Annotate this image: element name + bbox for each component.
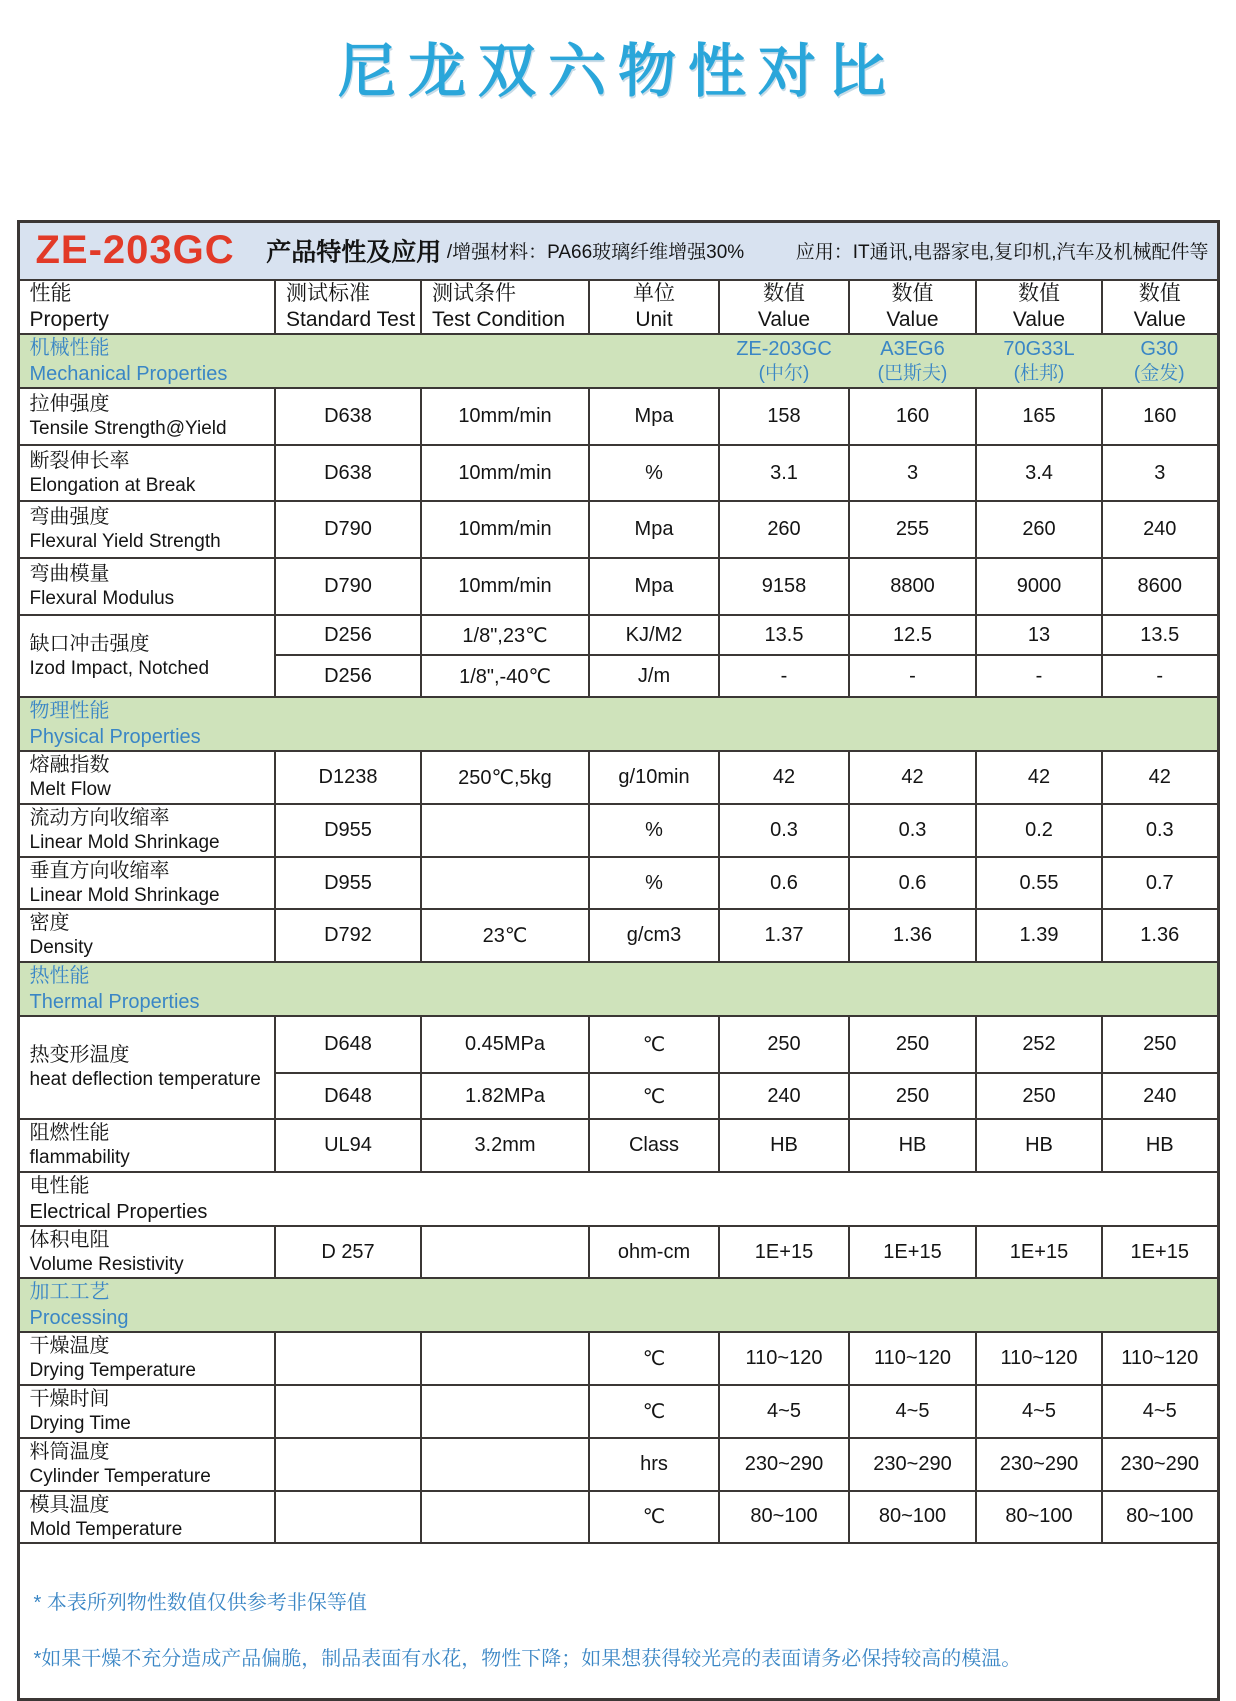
table-row-density xyxy=(18,909,1218,962)
property-en: Volume Resistivity xyxy=(29,1253,184,1275)
standard-cell: D792 xyxy=(275,909,421,962)
unit-cell: Mpa xyxy=(589,388,719,445)
section-en: Physical Properties xyxy=(29,726,201,748)
brand-model: 70G33L xyxy=(1003,337,1075,360)
banner-cell xyxy=(18,222,1218,280)
column-header-condition xyxy=(421,280,589,335)
value-cell: 1E+15 xyxy=(1102,1226,1218,1279)
value-cell: 4~5 xyxy=(976,1385,1102,1438)
property-en: Tensile Strength@Yield xyxy=(29,418,227,440)
column-header-value-1 xyxy=(719,280,849,335)
column-zh: 单位 xyxy=(633,281,675,305)
property-cell xyxy=(18,909,275,962)
condition-cell xyxy=(421,804,589,857)
property-en: Izod Impact, Notched xyxy=(29,657,210,679)
value-cell: 250 xyxy=(849,1073,976,1119)
column-zh: 测试标准 xyxy=(286,281,370,305)
value-cell: 3.1 xyxy=(719,445,849,501)
value-cell: 42 xyxy=(719,751,849,804)
value-cell: 80~100 xyxy=(849,1491,976,1544)
standard-cell: D638 xyxy=(275,445,421,501)
value-cell: 42 xyxy=(976,751,1102,804)
value-cell: 8600 xyxy=(1102,558,1218,615)
value-cell: 260 xyxy=(976,501,1102,558)
table-row-drying-temperature xyxy=(18,1332,1218,1385)
value-cell: 110~120 xyxy=(1102,1332,1218,1385)
unit-cell: % xyxy=(589,445,719,501)
condition-cell: 10mm/min xyxy=(421,558,589,615)
condition-cell xyxy=(421,1385,589,1438)
value-cell: 165 xyxy=(976,388,1102,445)
value-cell: 3 xyxy=(1102,445,1218,501)
property-zh: 热变形温度 xyxy=(29,1044,130,1067)
value-cell: 230~290 xyxy=(976,1438,1102,1491)
unit-cell: g/cm3 xyxy=(589,909,719,962)
standard-cell xyxy=(275,1385,421,1438)
value-cell: 3.4 xyxy=(976,445,1102,501)
column-zh: 数值 xyxy=(763,281,805,305)
property-cell xyxy=(18,751,275,804)
section-row-physical xyxy=(18,697,1218,751)
value-cell: 250 xyxy=(1102,1016,1218,1073)
value-cell: HB xyxy=(1102,1119,1218,1172)
value-cell: 1.39 xyxy=(976,909,1102,962)
property-zh: 断裂伸长率 xyxy=(29,449,130,472)
table-row-flammability xyxy=(18,1119,1218,1172)
unit-cell: Mpa xyxy=(589,501,719,558)
condition-cell: 10mm/min xyxy=(421,445,589,501)
condition-cell: 10mm/min xyxy=(421,501,589,558)
value-cell: 1.36 xyxy=(1102,909,1218,962)
unit-cell: J/m xyxy=(589,655,719,697)
condition-cell: 3.2mm xyxy=(421,1119,589,1172)
property-en: Linear Mold Shrinkage xyxy=(29,832,220,853)
property-cell xyxy=(18,1438,275,1491)
value-cell: 0.55 xyxy=(976,857,1102,910)
value-cell: 240 xyxy=(719,1073,849,1119)
value-cell: 80~100 xyxy=(719,1491,849,1544)
column-zh: 数值 xyxy=(1018,281,1060,305)
section-zh: 机械性能 xyxy=(29,337,110,359)
unit-cell: % xyxy=(589,857,719,910)
condition-cell: 23℃ xyxy=(421,909,589,962)
value-cell: HB xyxy=(849,1119,976,1172)
property-en: Linear Mold Shrinkage xyxy=(29,884,220,906)
column-header-value-4 xyxy=(1102,280,1218,335)
section-label-thermal xyxy=(18,962,1218,1016)
value-cell: 0.2 xyxy=(976,804,1102,857)
value-cell: 252 xyxy=(976,1016,1102,1073)
table-row-elongation xyxy=(18,445,1218,501)
column-en: Standard Test xyxy=(286,307,416,331)
property-cell xyxy=(18,501,275,558)
brand-maker: (中尔) xyxy=(758,362,810,384)
value-cell: 8800 xyxy=(849,558,976,615)
brand-maker: (金发) xyxy=(1133,362,1185,384)
property-en: heat deflection temperature xyxy=(29,1069,261,1091)
standard-cell xyxy=(275,1332,421,1385)
property-zh: 弯曲强度 xyxy=(29,506,110,529)
standard-cell xyxy=(275,1438,421,1491)
value-cell: 230~290 xyxy=(1102,1438,1218,1491)
value-cell: 250 xyxy=(849,1016,976,1073)
section-en: Mechanical Properties xyxy=(29,363,228,385)
property-cell xyxy=(18,615,275,697)
property-zh: 流动方向收缩率 xyxy=(29,807,170,829)
property-zh: 体积电阻 xyxy=(29,1228,110,1251)
value-cell: - xyxy=(719,655,849,697)
value-cell: 0.3 xyxy=(719,804,849,857)
unit-cell: Mpa xyxy=(589,558,719,615)
column-en: Value xyxy=(886,307,939,331)
column-zh: 性能 xyxy=(29,281,72,305)
column-header-unit xyxy=(589,280,719,335)
standard-cell: D648 xyxy=(275,1016,421,1073)
value-cell: 4~5 xyxy=(719,1385,849,1438)
standard-cell: D256 xyxy=(275,615,421,655)
brand-header-70g33l xyxy=(976,334,1102,388)
standard-cell xyxy=(275,1491,421,1544)
column-header-property xyxy=(18,280,275,335)
unit-cell: ℃ xyxy=(589,1385,719,1438)
product-code: ZE-203GC xyxy=(35,228,235,273)
standard-cell: UL94 xyxy=(275,1119,421,1172)
value-cell: 160 xyxy=(1102,388,1218,445)
column-en: Value xyxy=(757,307,811,331)
unit-cell: ℃ xyxy=(589,1073,719,1119)
banner-row xyxy=(18,222,1218,280)
value-cell: 1E+15 xyxy=(719,1226,849,1279)
standard-cell: D256 xyxy=(275,655,421,697)
section-label-electrical xyxy=(18,1172,1218,1226)
condition-cell: 1.82MPa xyxy=(421,1073,589,1119)
section-label-physical xyxy=(18,697,1218,751)
value-cell: 160 xyxy=(849,388,976,445)
condition-cell: 1/8",-40℃ xyxy=(421,655,589,697)
property-zh: 缺口冲击强度 xyxy=(29,632,150,655)
property-zh: 阻燃性能 xyxy=(29,1122,110,1145)
value-cell: 110~120 xyxy=(849,1332,976,1385)
value-cell: 0.6 xyxy=(719,857,849,910)
property-zh: 垂直方向收缩率 xyxy=(29,859,170,882)
section-zh: 加工工艺 xyxy=(29,1281,110,1304)
value-cell: 4~5 xyxy=(849,1385,976,1438)
section-en: Electrical Properties xyxy=(29,1200,208,1223)
unit-cell: ohm-cm xyxy=(589,1226,719,1279)
footnote-1: * 本表所列物性数值仅供参考非保等值 xyxy=(33,1592,367,1615)
footer-row xyxy=(18,1543,1218,1700)
value-cell: 1.36 xyxy=(849,909,976,962)
unit-cell: KJ/M2 xyxy=(589,615,719,655)
value-cell: 0.6 xyxy=(849,857,976,910)
unit-cell: Class xyxy=(589,1119,719,1172)
section-zh: 物理性能 xyxy=(29,700,110,722)
application-label: 应用：IT通讯,电器家电,复印机,汽车及机械配件等 xyxy=(795,242,1209,264)
value-cell: - xyxy=(976,655,1102,697)
section-en: Processing xyxy=(29,1307,129,1330)
column-en: Value xyxy=(1012,307,1066,331)
material-label: /增强材料：PA66玻璃纤维增强30% xyxy=(446,242,745,264)
value-cell: 255 xyxy=(849,501,976,558)
property-en: Density xyxy=(29,937,93,959)
value-cell: 240 xyxy=(1102,501,1218,558)
property-cell xyxy=(18,804,275,857)
section-row-electrical xyxy=(18,1172,1218,1226)
column-zh: 数值 xyxy=(891,281,934,305)
standard-cell: D648 xyxy=(275,1073,421,1119)
section-row-processing xyxy=(18,1278,1218,1332)
condition-cell: 0.45MPa xyxy=(421,1016,589,1073)
standard-cell: D790 xyxy=(275,558,421,615)
standard-cell: D790 xyxy=(275,501,421,558)
property-en: Flexural Yield Strength xyxy=(29,531,221,553)
footnote-2: *如果干燥不充分造成产品偏脆，制品表面有水花，物性下降；如果想获得较光亮的表面请务必保持较高的模温。 xyxy=(33,1648,1022,1671)
value-cell: 3 xyxy=(849,445,976,501)
standard-cell: D638 xyxy=(275,388,421,445)
condition-cell xyxy=(421,1332,589,1385)
column-header-value-2 xyxy=(849,280,976,335)
value-cell: - xyxy=(1102,655,1218,697)
value-cell: 0.3 xyxy=(849,804,976,857)
value-cell: 0.7 xyxy=(1102,857,1218,910)
column-en: Test Condition xyxy=(432,307,566,331)
property-cell xyxy=(18,1016,275,1119)
brand-model: A3EG6 xyxy=(880,337,945,360)
datasheet-table xyxy=(17,220,1220,1701)
page-title: 尼龙双六物性对比 xyxy=(337,39,898,104)
standard-cell: D955 xyxy=(275,804,421,857)
property-en: Drying Time xyxy=(29,1413,131,1435)
value-cell: 110~120 xyxy=(976,1332,1102,1385)
value-cell: 4~5 xyxy=(1102,1385,1218,1438)
table-row-hdt-045 xyxy=(18,1016,1218,1073)
table-row-shrinkage-perpendicular xyxy=(18,857,1218,910)
brand-header-g30 xyxy=(1102,334,1218,388)
value-cell: HB xyxy=(976,1119,1102,1172)
brand-model: ZE-203GC xyxy=(736,337,832,360)
value-cell: 42 xyxy=(849,751,976,804)
condition-cell xyxy=(421,1491,589,1544)
standard-cell: D 257 xyxy=(275,1226,421,1279)
value-cell: 1.37 xyxy=(719,909,849,962)
column-en: Unit xyxy=(635,307,673,331)
property-zh: 干燥时间 xyxy=(29,1388,110,1411)
section-zh: 电性能 xyxy=(29,1174,90,1197)
value-cell: 260 xyxy=(719,501,849,558)
feature-label: 产品特性及应用 xyxy=(266,238,442,267)
value-cell: 13.5 xyxy=(1102,615,1218,655)
table-row-tensile xyxy=(18,388,1218,445)
section-en: Thermal Properties xyxy=(29,991,200,1014)
property-cell xyxy=(18,1332,275,1385)
table-row-volume-resistivity xyxy=(18,1226,1218,1279)
column-header-row xyxy=(18,280,1218,335)
table-row-flexural-strength xyxy=(18,501,1218,558)
property-en: Elongation at Break xyxy=(29,474,196,496)
property-zh: 模具温度 xyxy=(29,1493,110,1516)
value-cell: - xyxy=(849,655,976,697)
condition-cell xyxy=(421,857,589,910)
standard-cell: D1238 xyxy=(275,751,421,804)
column-header-standard xyxy=(275,280,421,335)
table-row-drying-time xyxy=(18,1385,1218,1438)
brand-maker: (巴斯夫) xyxy=(877,362,948,384)
property-zh: 熔融指数 xyxy=(29,754,110,777)
value-cell: 1E+15 xyxy=(849,1226,976,1279)
section-label-processing xyxy=(18,1278,1218,1332)
brand-header-ze203gc xyxy=(719,334,849,388)
value-cell: 250 xyxy=(976,1073,1102,1119)
property-cell xyxy=(18,558,275,615)
value-cell: 12.5 xyxy=(849,615,976,655)
footer-cell xyxy=(18,1543,1218,1700)
value-cell: 13.5 xyxy=(719,615,849,655)
property-en: Mold Temperature xyxy=(29,1518,183,1540)
property-cell xyxy=(18,1491,275,1544)
table-row-izod-23c xyxy=(18,615,1218,655)
section-label-mechanical xyxy=(18,334,719,388)
table-row-cylinder-temperature xyxy=(18,1438,1218,1491)
property-en: Cylinder Temperature xyxy=(29,1465,211,1487)
column-en: Value xyxy=(1133,307,1186,331)
column-zh: 测试条件 xyxy=(432,281,516,305)
value-cell: 0.3 xyxy=(1102,804,1218,857)
section-zh: 热性能 xyxy=(29,965,90,988)
value-cell: 240 xyxy=(1102,1073,1218,1119)
unit-cell: % xyxy=(589,804,719,857)
condition-cell xyxy=(421,1438,589,1491)
condition-cell: 10mm/min xyxy=(421,388,589,445)
unit-cell: g/10min xyxy=(589,751,719,804)
unit-cell: ℃ xyxy=(589,1491,719,1544)
unit-cell: hrs xyxy=(589,1438,719,1491)
property-zh: 干燥温度 xyxy=(29,1335,110,1358)
table-row-flexural-modulus xyxy=(18,558,1218,615)
table-row-shrinkage-flow xyxy=(18,804,1218,857)
condition-cell: 1/8",23℃ xyxy=(421,615,589,655)
property-cell xyxy=(18,388,275,445)
property-en: Melt Flow xyxy=(29,779,111,801)
unit-cell: ℃ xyxy=(589,1016,719,1073)
property-zh: 弯曲模量 xyxy=(29,563,110,586)
value-cell: 230~290 xyxy=(719,1438,849,1491)
value-cell: 9158 xyxy=(719,558,849,615)
section-row-thermal xyxy=(18,962,1218,1016)
property-zh: 料筒温度 xyxy=(29,1440,110,1463)
property-zh: 拉伸强度 xyxy=(29,393,110,416)
standard-cell: D955 xyxy=(275,857,421,910)
property-en: Flexural Modulus xyxy=(29,588,175,610)
table-row-mold-temperature xyxy=(18,1491,1218,1544)
column-en: Property xyxy=(29,307,109,331)
value-cell: 9000 xyxy=(976,558,1102,615)
property-cell xyxy=(18,445,275,501)
value-cell: 13 xyxy=(976,615,1102,655)
brand-model: G30 xyxy=(1140,337,1179,360)
condition-cell: 250℃,5kg xyxy=(421,751,589,804)
property-en: flammability xyxy=(29,1147,130,1169)
value-cell: 42 xyxy=(1102,751,1218,804)
section-row-mechanical xyxy=(18,334,1218,388)
property-zh: 密度 xyxy=(29,912,70,935)
property-cell xyxy=(18,1226,275,1279)
column-zh: 数值 xyxy=(1138,281,1181,305)
value-cell: 1E+15 xyxy=(976,1226,1102,1279)
value-cell: 250 xyxy=(719,1016,849,1073)
value-cell: 110~120 xyxy=(719,1332,849,1385)
value-cell: 230~290 xyxy=(849,1438,976,1491)
value-cell: 158 xyxy=(719,388,849,445)
value-cell: 80~100 xyxy=(1102,1491,1218,1544)
unit-cell: ℃ xyxy=(589,1332,719,1385)
condition-cell xyxy=(421,1226,589,1279)
brand-maker: (杜邦) xyxy=(1013,362,1065,384)
property-cell xyxy=(18,1385,275,1438)
property-cell xyxy=(18,857,275,910)
column-header-value-3 xyxy=(976,280,1102,335)
property-en: Drying Temperature xyxy=(29,1360,197,1382)
brand-header-a3eg6 xyxy=(849,334,976,388)
value-cell: HB xyxy=(719,1119,849,1172)
property-cell xyxy=(18,1119,275,1172)
table-row-melt-flow xyxy=(18,751,1218,804)
value-cell: 80~100 xyxy=(976,1491,1102,1544)
